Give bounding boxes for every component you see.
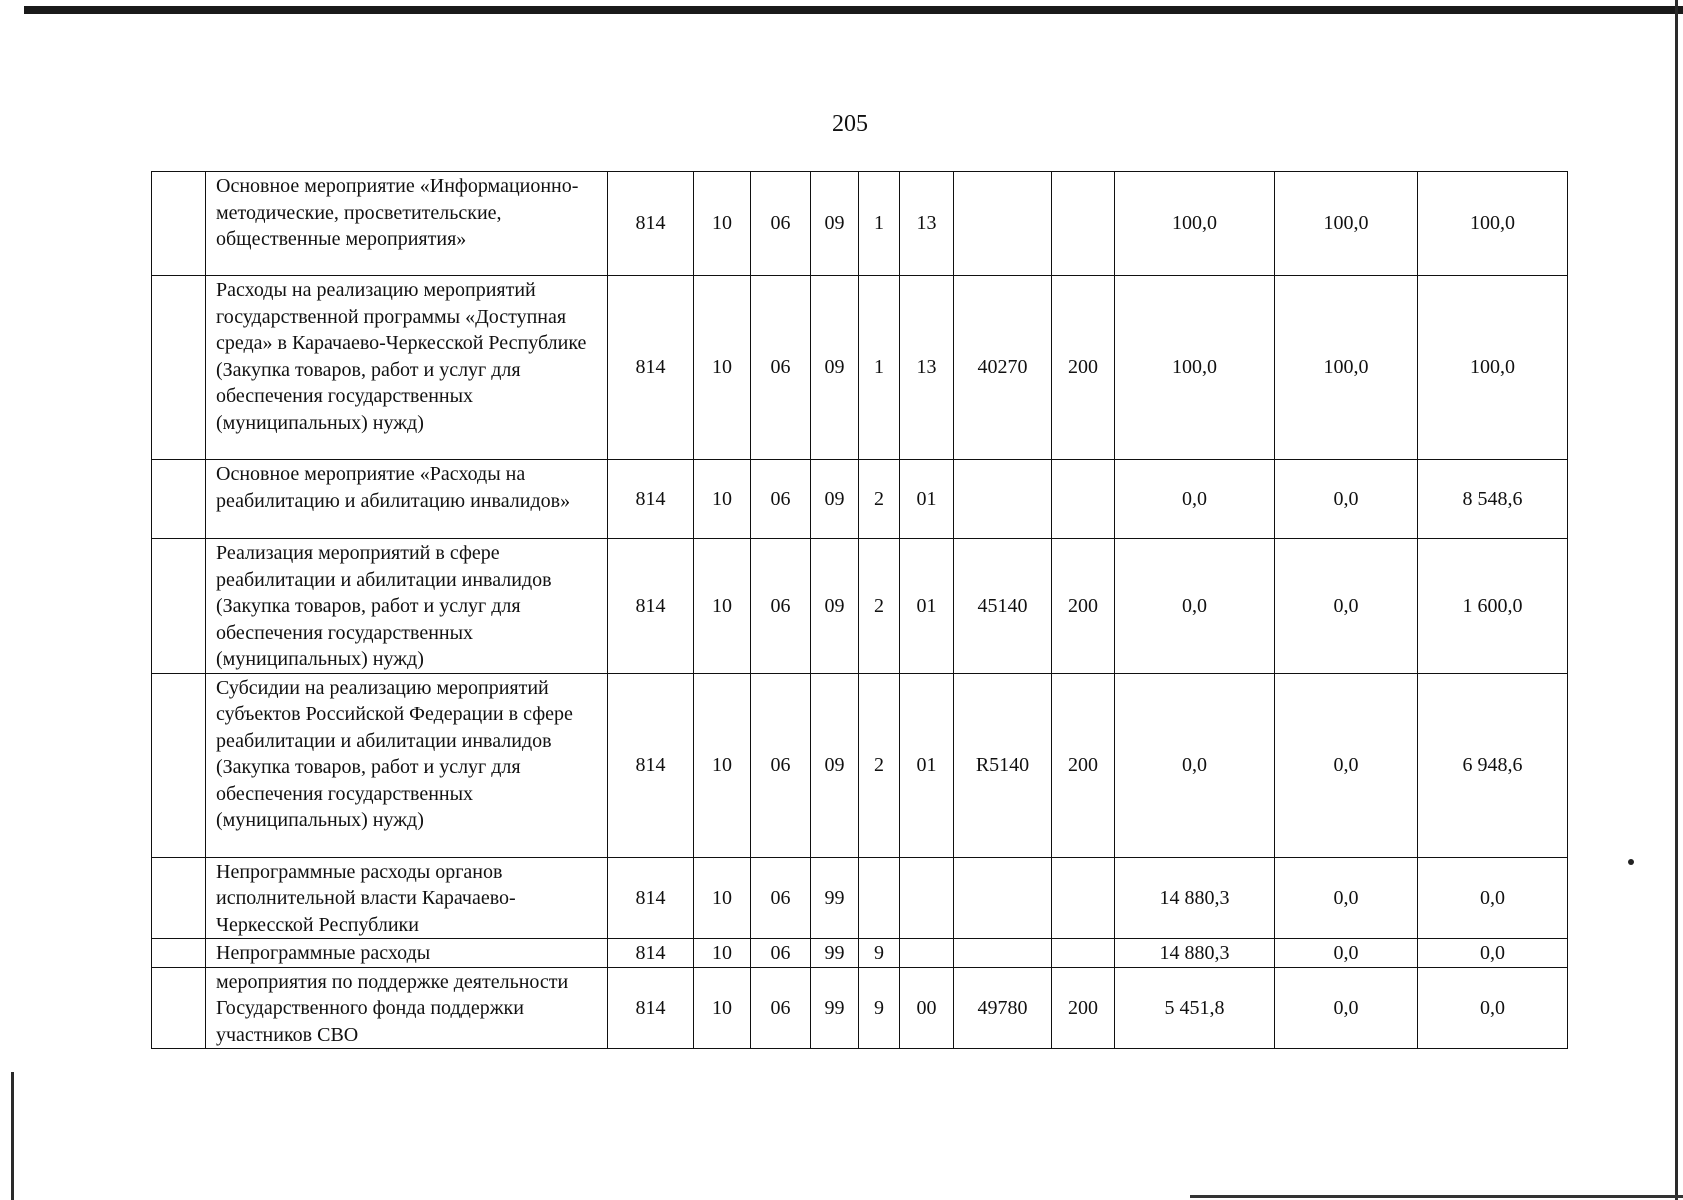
scan-border-bottom — [1190, 1195, 1683, 1198]
cell-subsection: 06 — [751, 276, 811, 460]
cell-ministry: 814 — [608, 460, 694, 539]
cell-program: 09 — [811, 460, 859, 539]
cell-amount-1: 0,0 — [1115, 539, 1275, 674]
cell-subsection: 06 — [751, 673, 811, 857]
row-marker-cell — [152, 673, 206, 857]
cell-expense-type — [1052, 172, 1115, 276]
cell-expense-type — [1052, 857, 1115, 939]
cell-direction: R5140 — [954, 673, 1052, 857]
cell-amount-3: 100,0 — [1418, 172, 1568, 276]
cell-amount-1: 100,0 — [1115, 276, 1275, 460]
cell-expense-type — [1052, 939, 1115, 968]
row-marker-cell — [152, 460, 206, 539]
cell-amount-3: 0,0 — [1418, 967, 1568, 1049]
table-row — [152, 460, 1568, 539]
row-name: Субсидии на реализацию мероприятий субъектов Российской Федерации в сфере реабилитации и абилитации инвалидов (Закупка товаров, работ и услуг для обеспечения государственных (муниципальных) нужд) — [206, 673, 608, 857]
row-name: Реализация мероприятий в сфере реабилитации и абилитации инвалидов (Закупка товаров, работ и услуг для обеспечения государственных (муниципальных) нужд) — [206, 539, 608, 674]
cell-expense-type — [1052, 460, 1115, 539]
cell-ministry: 814 — [608, 276, 694, 460]
cell-event: 01 — [900, 460, 954, 539]
table-row — [152, 967, 1568, 1049]
cell-amount-2: 0,0 — [1275, 460, 1418, 539]
row-name: Расходы на реализацию мероприятий государственной программы «Доступная среда» в Карачаево-Черкесской Республике (Закупка товаров, работ и услуг для обеспечения государственных (муниципальных) нужд) — [206, 276, 608, 460]
scan-border-right — [1675, 0, 1678, 1200]
cell-section: 10 — [694, 857, 751, 939]
row-name: Непрограммные расходы — [206, 939, 608, 968]
table-row — [152, 539, 1568, 674]
cell-direction: 45140 — [954, 539, 1052, 674]
cell-amount-3: 6 948,6 — [1418, 673, 1568, 857]
row-name: Основное мероприятие «Расходы на реабилитацию и абилитацию инвалидов» — [206, 460, 608, 539]
cell-amount-2: 0,0 — [1275, 539, 1418, 674]
cell-subsection: 06 — [751, 967, 811, 1049]
cell-section: 10 — [694, 276, 751, 460]
cell-ministry: 814 — [608, 967, 694, 1049]
cell-program: 09 — [811, 172, 859, 276]
cell-expense-type: 200 — [1052, 967, 1115, 1049]
cell-amount-3: 8 548,6 — [1418, 460, 1568, 539]
cell-event: 00 — [900, 967, 954, 1049]
page-number: 205 — [832, 111, 868, 137]
cell-subprogram: 9 — [859, 939, 900, 968]
cell-section: 10 — [694, 172, 751, 276]
cell-amount-1: 0,0 — [1115, 460, 1275, 539]
table-row — [152, 276, 1568, 460]
cell-amount-3: 1 600,0 — [1418, 539, 1568, 674]
cell-expense-type: 200 — [1052, 276, 1115, 460]
cell-amount-1: 5 451,8 — [1115, 967, 1275, 1049]
row-marker-cell — [152, 172, 206, 276]
cell-amount-1: 14 880,3 — [1115, 857, 1275, 939]
cell-amount-2: 0,0 — [1275, 673, 1418, 857]
cell-amount-1: 14 880,3 — [1115, 939, 1275, 968]
cell-program: 09 — [811, 673, 859, 857]
cell-subprogram: 1 — [859, 172, 900, 276]
cell-subsection: 06 — [751, 857, 811, 939]
cell-section: 10 — [694, 539, 751, 674]
cell-amount-3: 0,0 — [1418, 857, 1568, 939]
scan-border-top — [24, 6, 1683, 14]
row-marker-cell — [152, 539, 206, 674]
scan-border-left — [11, 1072, 14, 1200]
cell-subsection: 06 — [751, 460, 811, 539]
row-name: Основное мероприятие «Информационно-методические, просветительские, общественные мероприятия» — [206, 172, 608, 276]
table-row — [152, 172, 1568, 276]
cell-amount-1: 0,0 — [1115, 673, 1275, 857]
cell-ministry: 814 — [608, 172, 694, 276]
cell-amount-3: 0,0 — [1418, 939, 1568, 968]
row-marker-cell — [152, 857, 206, 939]
cell-section: 10 — [694, 673, 751, 857]
table-row — [152, 673, 1568, 857]
cell-direction: 49780 — [954, 967, 1052, 1049]
cell-amount-2: 0,0 — [1275, 967, 1418, 1049]
cell-amount-2: 0,0 — [1275, 857, 1418, 939]
cell-direction: 40270 — [954, 276, 1052, 460]
cell-subsection: 06 — [751, 172, 811, 276]
cell-subprogram — [859, 857, 900, 939]
cell-amount-2: 100,0 — [1275, 172, 1418, 276]
cell-program: 09 — [811, 539, 859, 674]
cell-event: 13 — [900, 276, 954, 460]
cell-ministry: 814 — [608, 673, 694, 857]
row-marker-cell — [152, 276, 206, 460]
cell-amount-1: 100,0 — [1115, 172, 1275, 276]
cell-event — [900, 857, 954, 939]
cell-direction — [954, 172, 1052, 276]
cell-direction — [954, 460, 1052, 539]
cell-subprogram: 2 — [859, 460, 900, 539]
cell-event: 01 — [900, 539, 954, 674]
cell-subsection: 06 — [751, 539, 811, 674]
cell-event — [900, 939, 954, 968]
cell-amount-2: 100,0 — [1275, 276, 1418, 460]
cell-program: 09 — [811, 276, 859, 460]
cell-subprogram: 2 — [859, 539, 900, 674]
cell-subprogram: 9 — [859, 967, 900, 1049]
cell-amount-2: 0,0 — [1275, 939, 1418, 968]
row-name: мероприятия по поддержке деятельности Государственного фонда поддержки участников СВО — [206, 967, 608, 1049]
row-marker-cell — [152, 967, 206, 1049]
row-name: Непрограммные расходы органов исполнительной власти Карачаево-Черкесской Республики — [206, 857, 608, 939]
cell-amount-3: 100,0 — [1418, 276, 1568, 460]
cell-direction — [954, 857, 1052, 939]
cell-program: 99 — [811, 967, 859, 1049]
table-row — [152, 939, 1568, 968]
cell-section: 10 — [694, 460, 751, 539]
cell-subprogram: 2 — [859, 673, 900, 857]
table-row — [152, 857, 1568, 939]
cell-section: 10 — [694, 967, 751, 1049]
cell-program: 99 — [811, 857, 859, 939]
cell-ministry: 814 — [608, 857, 694, 939]
scan-speck — [1628, 859, 1634, 865]
cell-event: 13 — [900, 172, 954, 276]
cell-subsection: 06 — [751, 939, 811, 968]
cell-program: 99 — [811, 939, 859, 968]
cell-expense-type: 200 — [1052, 539, 1115, 674]
cell-ministry: 814 — [608, 539, 694, 674]
cell-ministry: 814 — [608, 939, 694, 968]
cell-subprogram: 1 — [859, 276, 900, 460]
budget-table — [151, 171, 1568, 1049]
cell-direction — [954, 939, 1052, 968]
cell-section: 10 — [694, 939, 751, 968]
row-marker-cell — [152, 939, 206, 968]
cell-event: 01 — [900, 673, 954, 857]
cell-expense-type: 200 — [1052, 673, 1115, 857]
